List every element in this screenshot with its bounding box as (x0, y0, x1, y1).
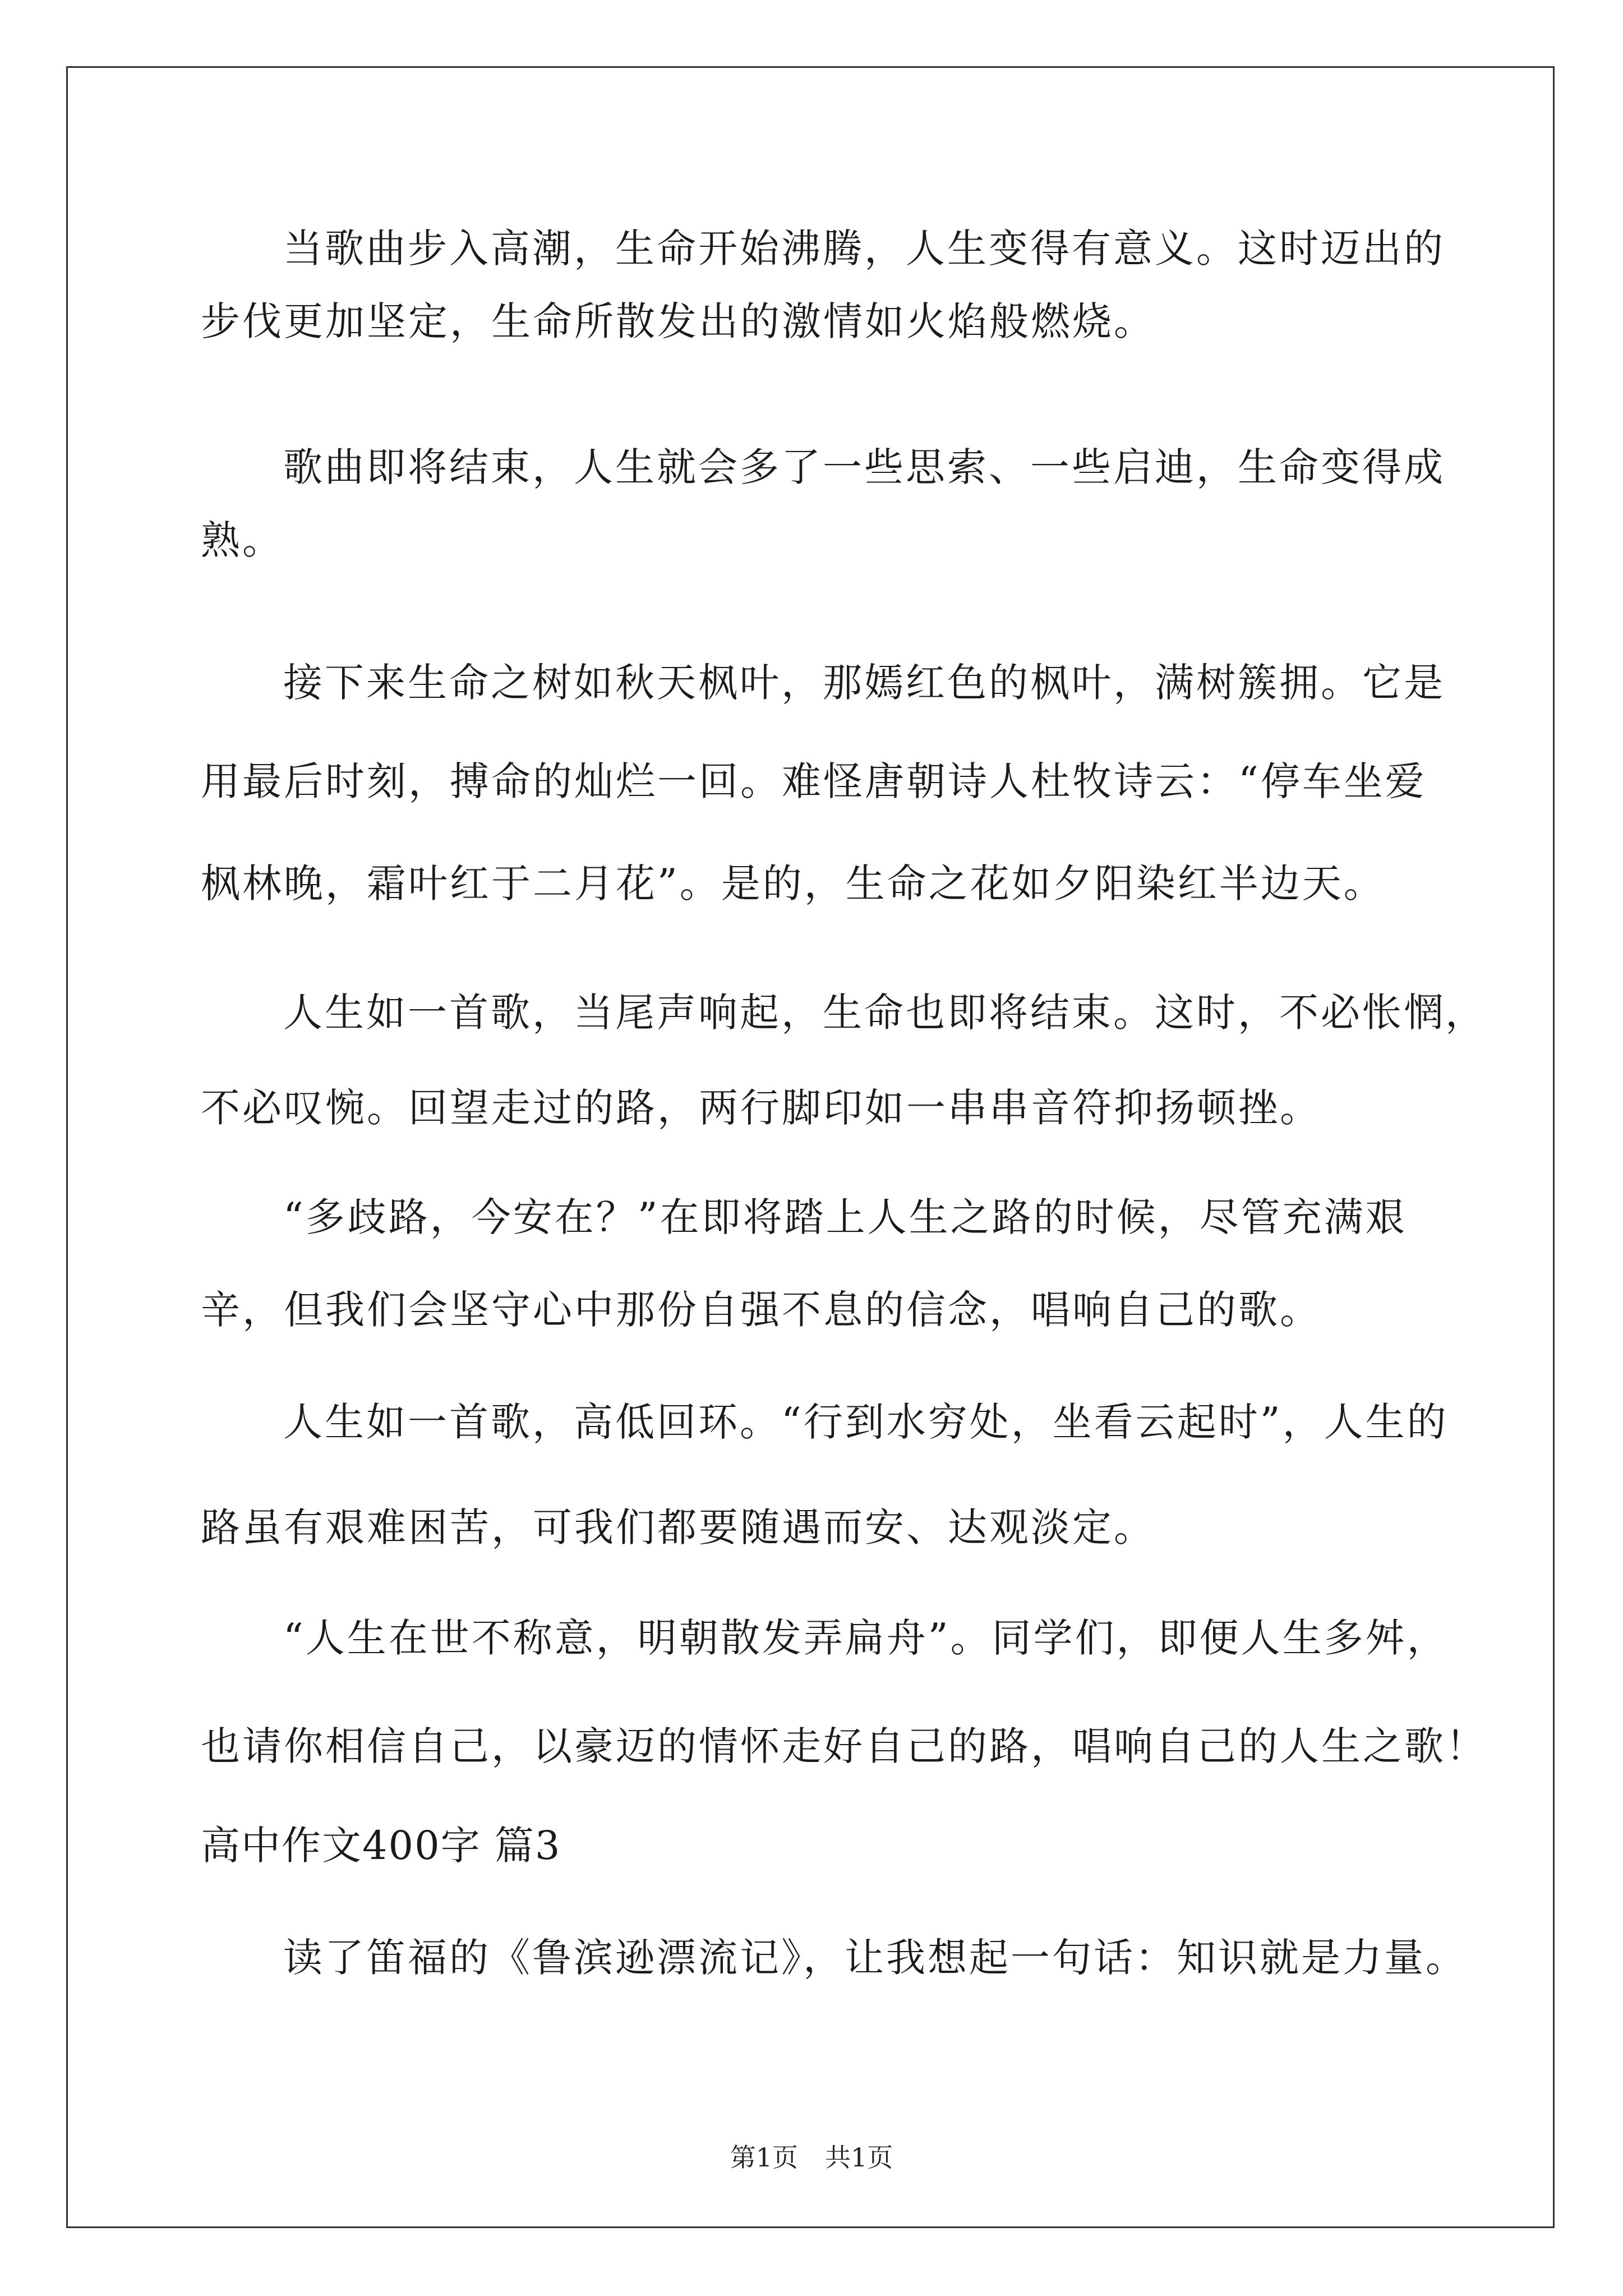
paragraph-6-line-2: 路虽有艰难困苦，可我们都要随遇而安、达观淡定。 (201, 1504, 1155, 1550)
paragraph-5-line-1: “多歧路，今安在？”在即将踏上人生之路的时候，尽管充满艰 (283, 1194, 1407, 1240)
paragraph-6-line-1: 人生如一首歌，高低回环。“行到水穷处，坐看云起时”，人生的 (283, 1399, 1449, 1445)
paragraph-1-line-1: 当歌曲步入高潮，生命开始沸腾，人生变得有意义。这时迈出的 (283, 226, 1445, 272)
paragraph-5-line-2: 辛，但我们会坚守心中那份自强不息的信念，唱响自己的歌。 (201, 1287, 1321, 1333)
paragraph-3-line-1: 接下来生命之树如秋天枫叶，那嫣红色的枫叶，满树簇拥。它是 (283, 660, 1445, 706)
paragraph-3-line-2: 用最后时刻，搏命的灿烂一回。难怪唐朝诗人杜牧诗云：“停车坐爱 (201, 758, 1427, 804)
paragraph-7-line-1: “人生在世不称意，明朝散发弄扁舟”。同学们，即便人生多舛， (283, 1615, 1449, 1661)
paragraph-2-line-2: 熟。 (201, 517, 284, 563)
paragraph-2-line-1: 歌曲即将结束，人生就会多了一些思索、一些启迪，生命变得成 (283, 444, 1445, 490)
paragraph-3-line-3: 枫林晚，霜叶红于二月花”。是的，生命之花如夕阳染红半边天。 (201, 861, 1385, 907)
page-footer (0, 2137, 1623, 2174)
paragraph-1-line-2: 步伐更加坚定，生命所散发出的激情如火焰般燃烧。 (201, 298, 1155, 344)
page-border (66, 66, 1555, 2228)
paragraph-4-line-1: 人生如一首歌，当尾声响起，生命也即将结束。这时，不必怅惘， (283, 990, 1487, 1036)
paragraph-7-line-2: 也请你相信自己，以豪迈的情怀走好自己的路，唱响自己的人生之歌！ (201, 1723, 1487, 1769)
page-number: 第1页 (730, 2142, 798, 2173)
page-total: 共1页 (825, 2142, 893, 2173)
section-heading: 高中作文400字 篇3 (201, 1823, 561, 1869)
paragraph-8-line-1: 读了笛福的《鲁滨逊漂流记》，让我想起一句话：知识就是力量。 (283, 1935, 1467, 1981)
paragraph-4-line-2: 不必叹惋。回望走过的路，两行脚印如一串串音符抑扬顿挫。 (201, 1085, 1321, 1131)
